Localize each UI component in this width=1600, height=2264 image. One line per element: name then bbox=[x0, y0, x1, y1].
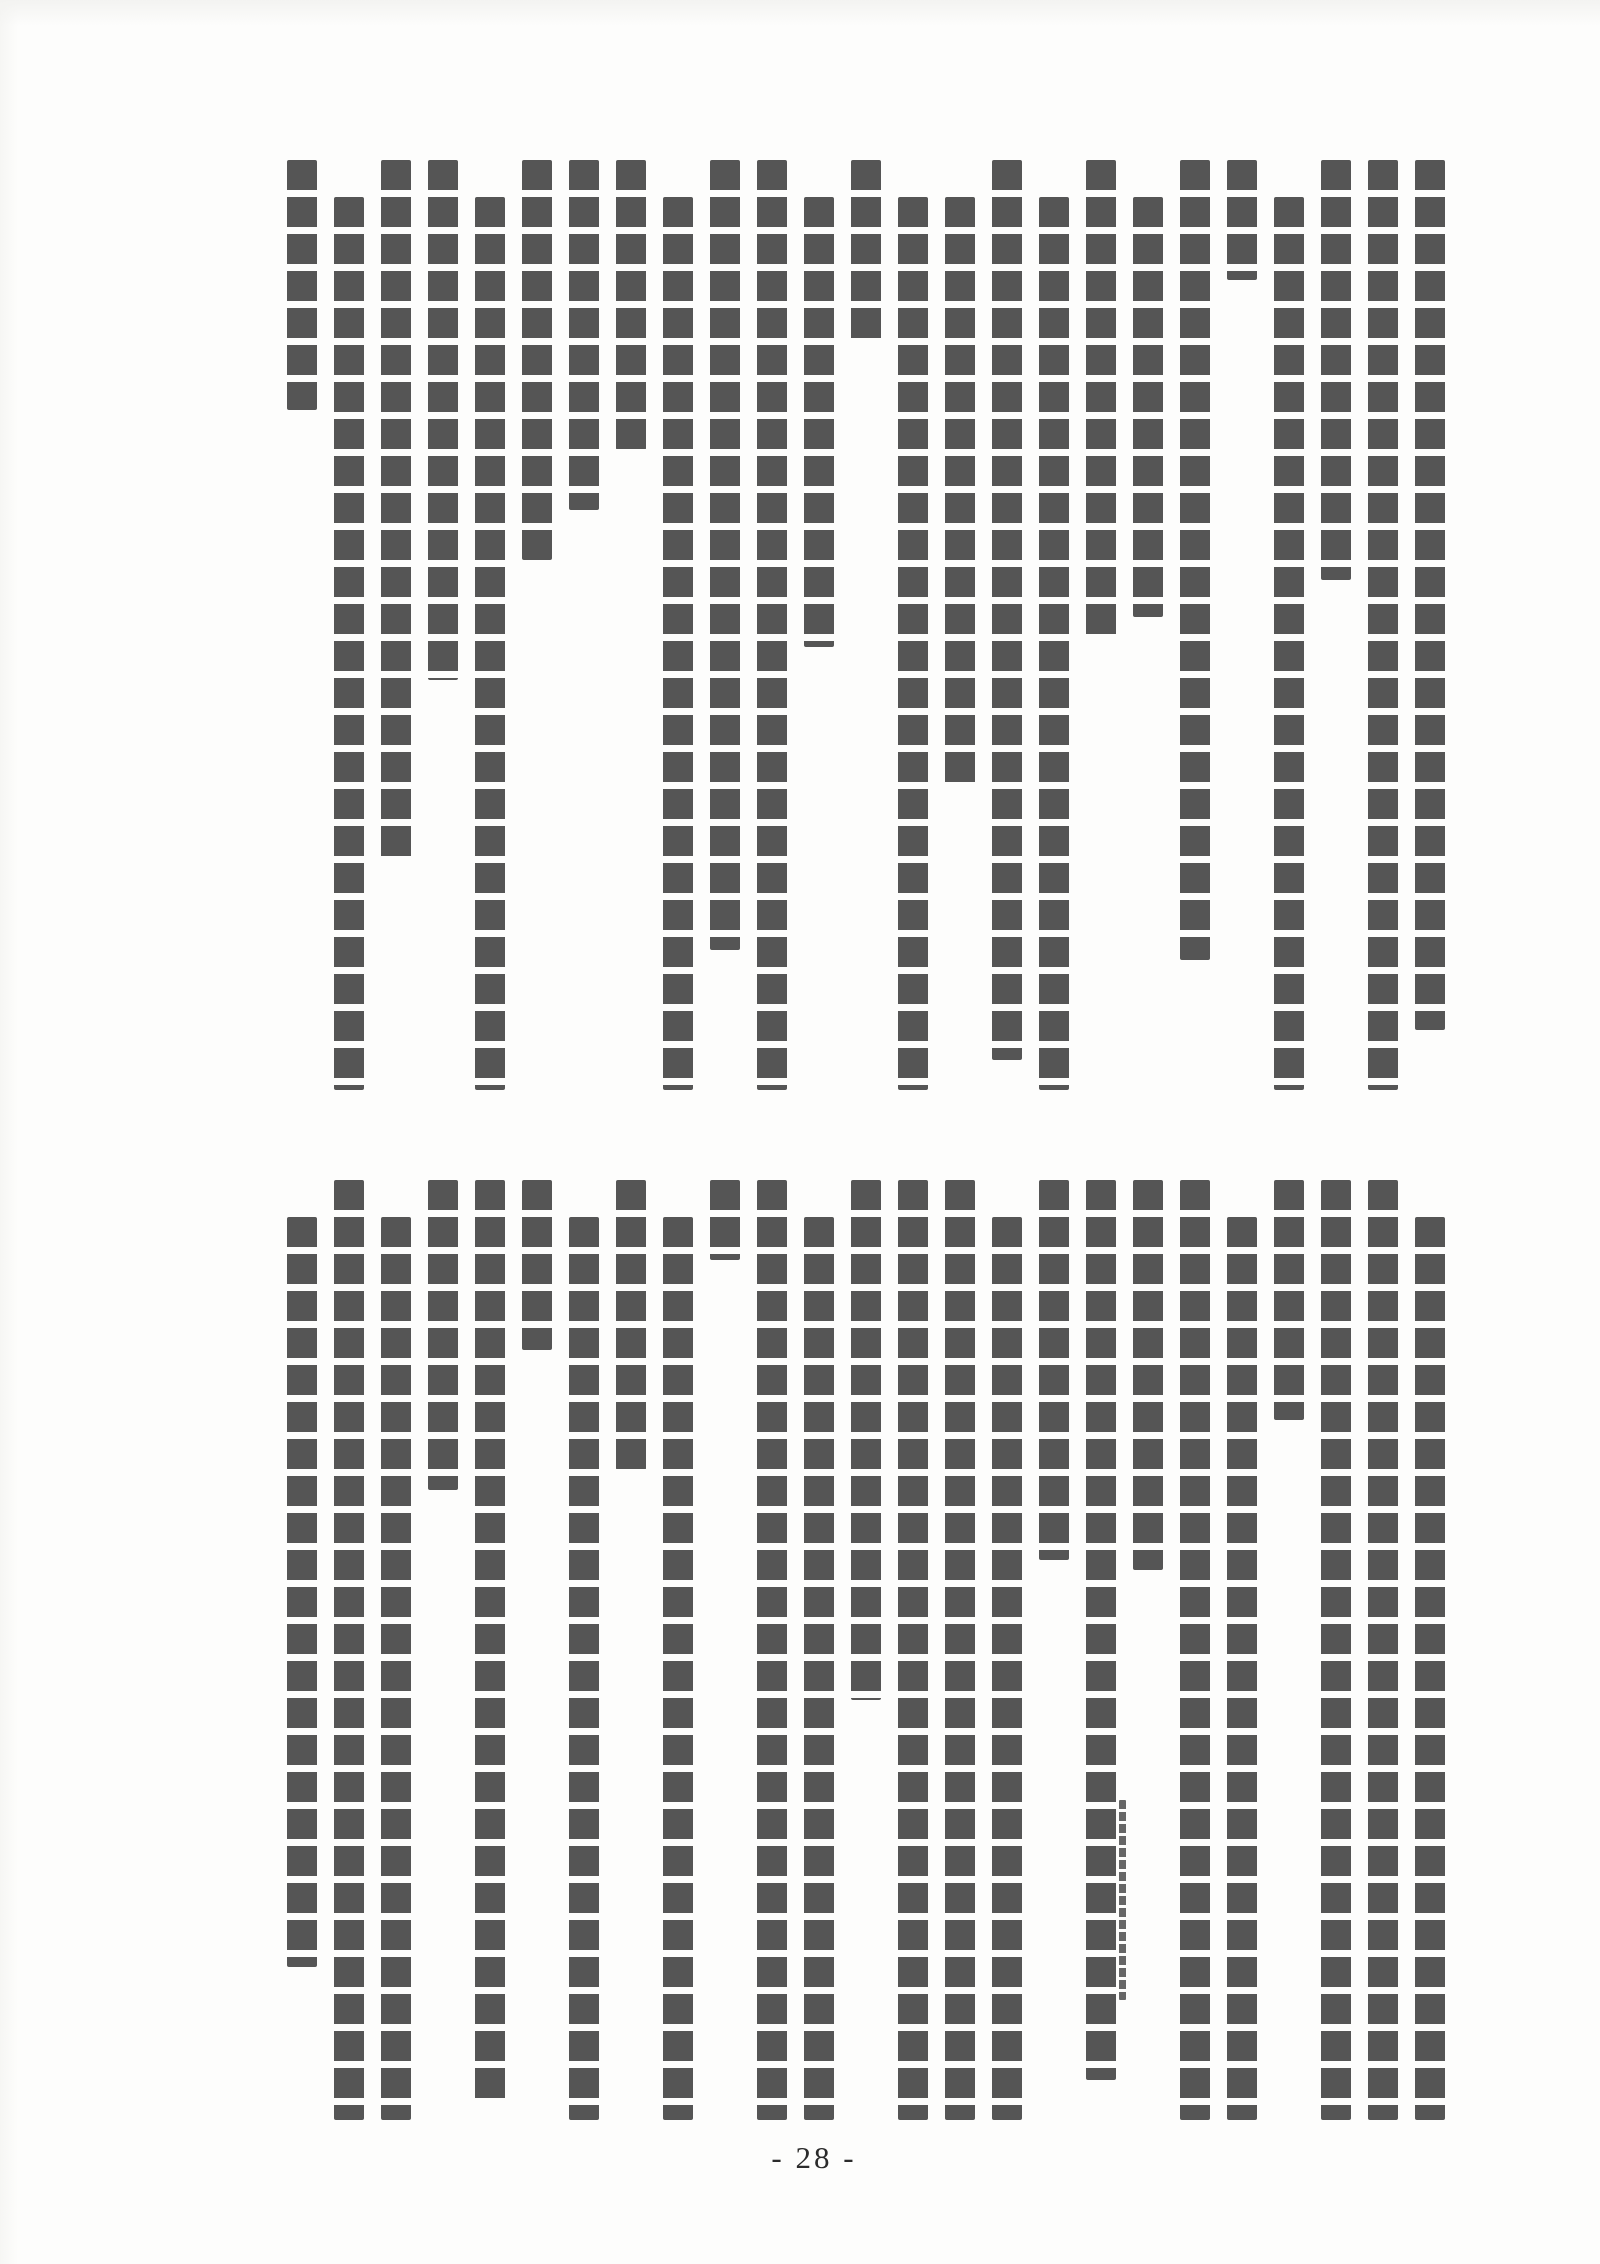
text-column bbox=[1415, 1217, 1445, 2120]
text-column bbox=[757, 1180, 787, 2120]
text-column bbox=[710, 160, 740, 950]
text-column bbox=[945, 1180, 975, 2120]
text-column bbox=[334, 197, 364, 1090]
text-column bbox=[898, 1180, 928, 2120]
bottom-text-block bbox=[270, 1180, 1445, 2120]
top-text-block bbox=[270, 160, 1445, 1090]
text-column bbox=[1086, 160, 1116, 640]
text-column bbox=[616, 1180, 646, 1470]
text-column bbox=[1039, 197, 1069, 1090]
text-column bbox=[1086, 1180, 1116, 2080]
text-column bbox=[1321, 160, 1351, 580]
text-column bbox=[1227, 1217, 1257, 2120]
text-column bbox=[992, 1217, 1022, 2120]
text-column bbox=[710, 1180, 740, 1260]
text-column bbox=[287, 160, 317, 410]
text-column bbox=[1039, 1180, 1069, 1560]
page-number: - 28 - bbox=[771, 2140, 857, 2175]
text-column bbox=[569, 1217, 599, 2120]
text-column bbox=[616, 160, 646, 450]
text-column bbox=[381, 160, 411, 860]
text-column bbox=[428, 1180, 458, 1490]
text-column bbox=[522, 1180, 552, 1350]
text-column bbox=[428, 160, 458, 680]
text-column bbox=[381, 1217, 411, 2120]
text-column bbox=[992, 160, 1022, 1060]
text-column bbox=[1368, 1180, 1398, 2120]
text-column bbox=[1415, 160, 1445, 1030]
text-column bbox=[663, 197, 693, 1090]
text-column bbox=[1133, 197, 1163, 617]
text-column bbox=[1321, 1180, 1351, 2120]
text-column bbox=[569, 160, 599, 510]
text-column bbox=[804, 197, 834, 647]
text-column bbox=[898, 197, 928, 1090]
text-column bbox=[1133, 1180, 1163, 1570]
text-column bbox=[1180, 160, 1210, 960]
text-column bbox=[1368, 160, 1398, 1090]
text-column bbox=[475, 197, 505, 1090]
text-column bbox=[522, 160, 552, 560]
text-column bbox=[475, 1180, 505, 2100]
text-column bbox=[804, 1217, 834, 2120]
text-column bbox=[1274, 1180, 1304, 1420]
text-column bbox=[851, 1180, 881, 1700]
text-column bbox=[757, 160, 787, 1090]
text-column bbox=[945, 197, 975, 787]
text-column bbox=[1180, 1180, 1210, 2120]
text-column bbox=[663, 1217, 693, 2120]
text-column bbox=[1227, 160, 1257, 280]
furigana-column bbox=[1119, 1800, 1126, 2000]
text-column bbox=[1274, 197, 1304, 1090]
text-column bbox=[334, 1180, 364, 2120]
text-column bbox=[287, 1217, 317, 1967]
text-column bbox=[851, 160, 881, 340]
